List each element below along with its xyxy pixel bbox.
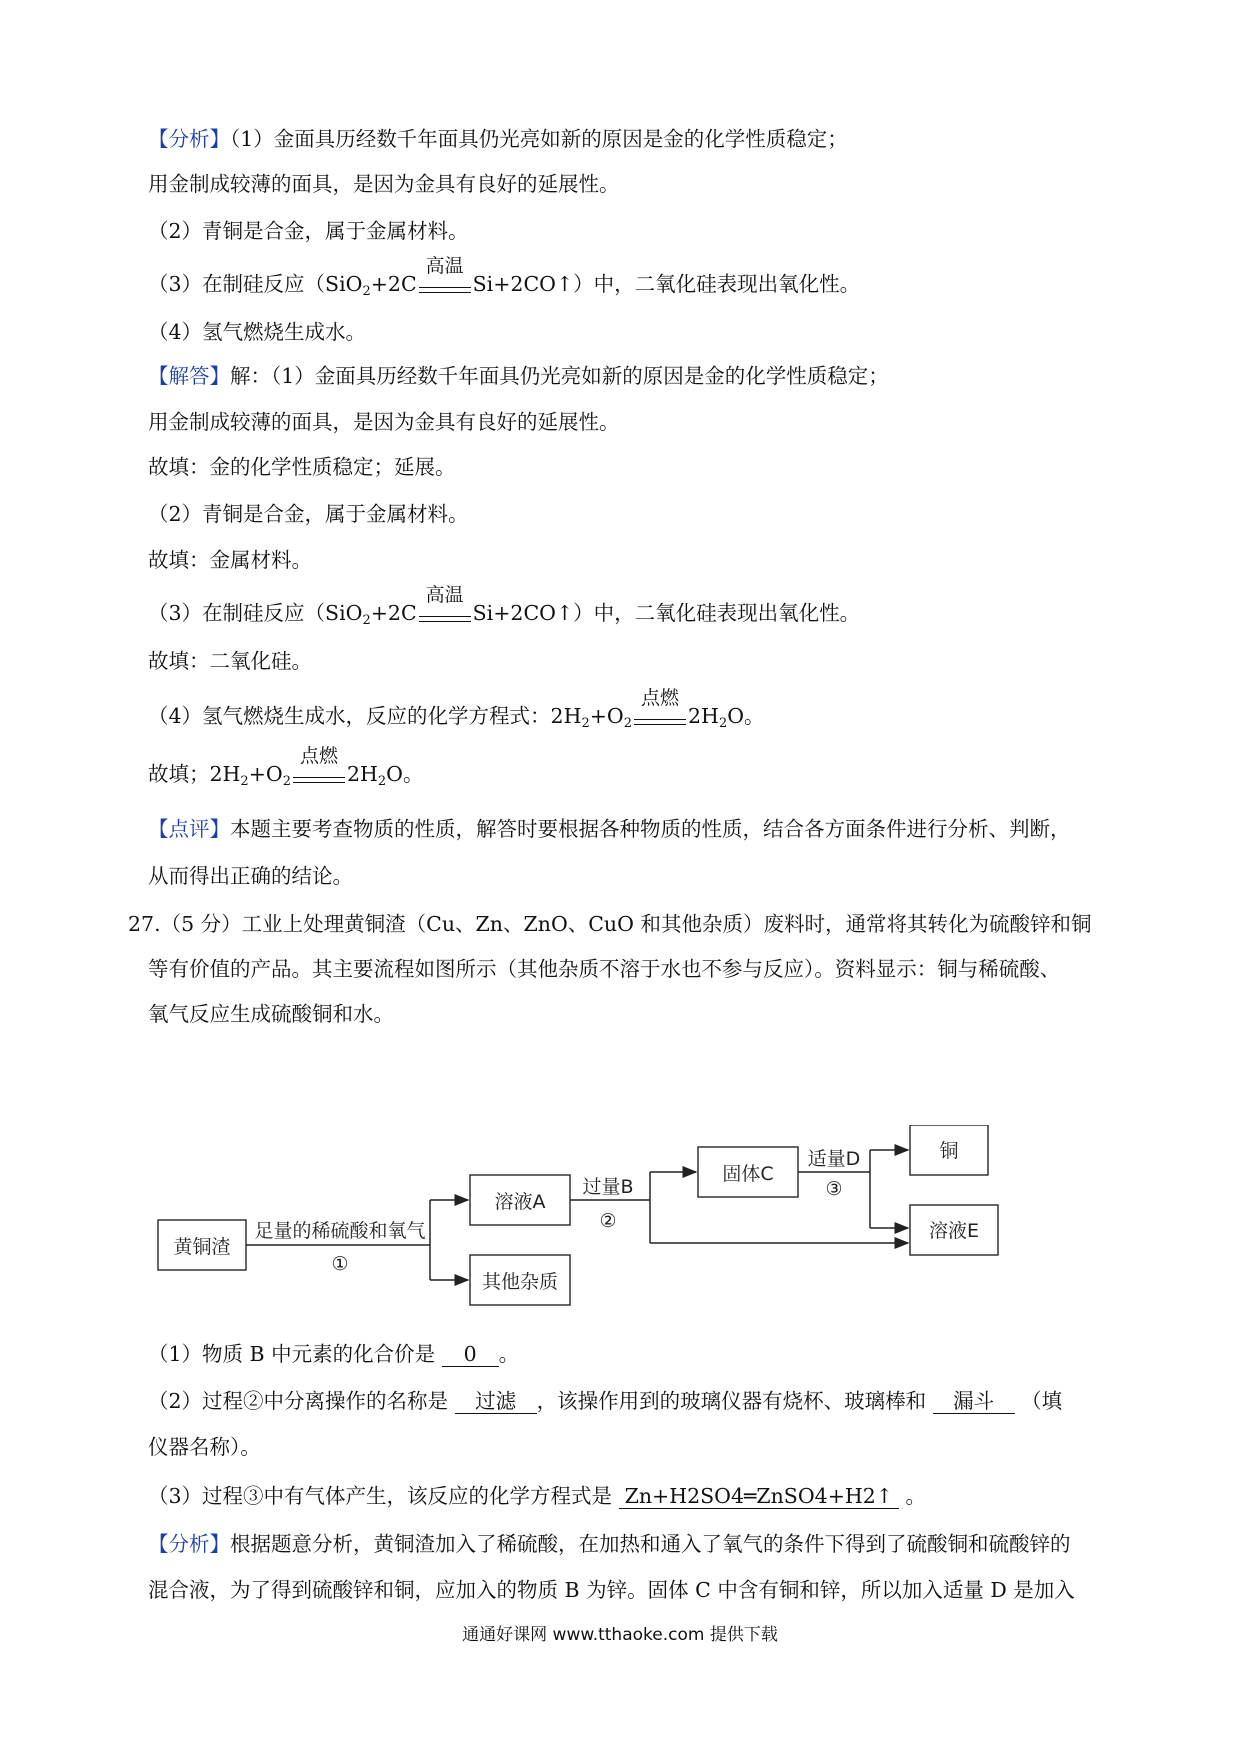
answer-blank-1: 0 xyxy=(442,1342,499,1367)
analysis-line-3: （2）青铜是合金，属于金属材料。 xyxy=(148,219,469,243)
analysis-line-5: （4）氢气燃烧生成水。 xyxy=(148,320,367,344)
reaction-condition: 高温 xyxy=(417,270,473,298)
question-27-part-1: （1）物质 B 中元素的化合价是 0 。 xyxy=(148,1342,520,1366)
question-27-line-3: 氧气反应生成硫酸铜和水。 xyxy=(148,1002,394,1026)
answer-line-9: 故填；$2H_2+O_2$ 点燃 $2H_2O$。 xyxy=(148,745,424,789)
answer-line-4: （2）青铜是合金，属于金属材料。 xyxy=(148,502,469,526)
answer-line-8: （4）氢气燃烧生成水，反应的化学方程式：$2H_2+O_2$ 点燃 $2H_2O$。 xyxy=(148,687,765,731)
label-step2: 过量B xyxy=(582,1176,634,1198)
label-impurity: 其他杂质 xyxy=(481,1271,559,1293)
answer-line-1: 【解答】解：（1）金面具历经数千年面具仍光亮如新的原因是金的化学性质稳定； xyxy=(148,364,889,388)
page-footer: 通通好课网 www.tthaoke.com 提供下载 xyxy=(462,1625,778,1645)
comment-line-2: 从而得出正确的结论。 xyxy=(148,864,353,888)
question-27-part-3: （3）过程③中有气体产生，该反应的化学方程式是 Zn+H2SO4═ZnSO4+H2↑ 。 xyxy=(148,1484,927,1508)
label-solution-e: 溶液E xyxy=(928,1220,980,1242)
answer-blank-3: 漏斗 xyxy=(933,1389,1015,1414)
analysis-tag: 【分析】 xyxy=(148,1532,230,1556)
answer-blank-2: 过滤 xyxy=(455,1389,537,1414)
label-solution-a: 溶液A xyxy=(494,1191,546,1213)
label-step1: 足量的稀硫酸和氧气 xyxy=(254,1220,426,1242)
answer-line-2: 用金制成较薄的面具，是因为金具有良好的延展性。 xyxy=(148,410,620,434)
label-copper: 铜 xyxy=(939,1140,959,1162)
label-raw-material: 黄铜渣 xyxy=(173,1236,231,1258)
answer-line-7: 故填：二氧化硅。 xyxy=(148,649,312,673)
label-solid-c: 固体C xyxy=(722,1163,774,1185)
comment-line-1: 【点评】本题主要考查物质的性质，解答时要根据各种物质的性质，结合各方面条件进行分析、判断， xyxy=(148,817,1071,841)
label-step1-no: ① xyxy=(331,1253,349,1275)
question-27-analysis-2: 混合液，为了得到硫酸锌和铜，应加入的物质 B 为锌。固体 C 中含有铜和锌，所以加入适量 D 是加入 xyxy=(148,1578,1075,1602)
answer-tag: 【解答】 xyxy=(148,364,230,388)
label-step2-no: ② xyxy=(599,1210,617,1232)
analysis-line-4: （3）在制硅反应（SiO$_2$+2C 高温 Si+2CO↑）中，二氧化硅表现出氧化性。 xyxy=(148,255,861,299)
analysis-tag: 【分析】 xyxy=(148,127,230,151)
label-step3: 适量D xyxy=(807,1148,861,1170)
reaction-condition: 点燃 xyxy=(632,702,688,730)
process-flow-diagram xyxy=(150,1125,1000,1315)
answer-blank-4: Zn+H2SO4═ZnSO4+H2↑ xyxy=(619,1484,899,1509)
answer-line-6: （3）在制硅反应（SiO$_2$+2C 高温 Si+2CO↑）中，二氧化硅表现出氧化性。 xyxy=(148,584,861,628)
analysis-line-2: 用金制成较薄的面具，是因为金具有良好的延展性。 xyxy=(148,172,620,196)
reaction-condition: 点燃 xyxy=(291,760,347,788)
question-27-line-1: 27.（5 分）工业上处理黄铜渣（Cu、Zn、ZnO、CuO 和其他杂质）废料时，通常将其转化为硫酸锌和铜 xyxy=(128,912,1092,936)
answer-line-5: 故填：金属材料。 xyxy=(148,548,312,572)
question-27-part-2: （2）过程②中分离操作的名称是 过滤 ，该操作用到的玻璃仪器有烧杯、玻璃棒和 漏斗 （填 xyxy=(148,1389,1063,1413)
answer-line-3: 故填：金的化学性质稳定；延展。 xyxy=(148,455,456,479)
reaction-condition: 高温 xyxy=(417,599,473,627)
comment-tag: 【点评】 xyxy=(148,817,230,841)
analysis-line-1: 【分析】（1）金面具历经数千年面具仍光亮如新的原因是金的化学性质稳定； xyxy=(148,127,848,151)
question-27-line-2: 等有价值的产品。其主要流程如图所示（其他杂质不溶于水也不参与反应）。资料显示：铜与稀硫酸、 xyxy=(148,957,1061,981)
question-27-part-2-cont: 仪器名称）。 xyxy=(148,1435,261,1459)
question-27-analysis-1: 【分析】根据题意分析，黄铜渣加入了稀硫酸，在加热和通入了氧气的条件下得到了硫酸铜和硫酸锌的 xyxy=(148,1532,1071,1556)
label-step3-no: ③ xyxy=(825,1178,843,1200)
